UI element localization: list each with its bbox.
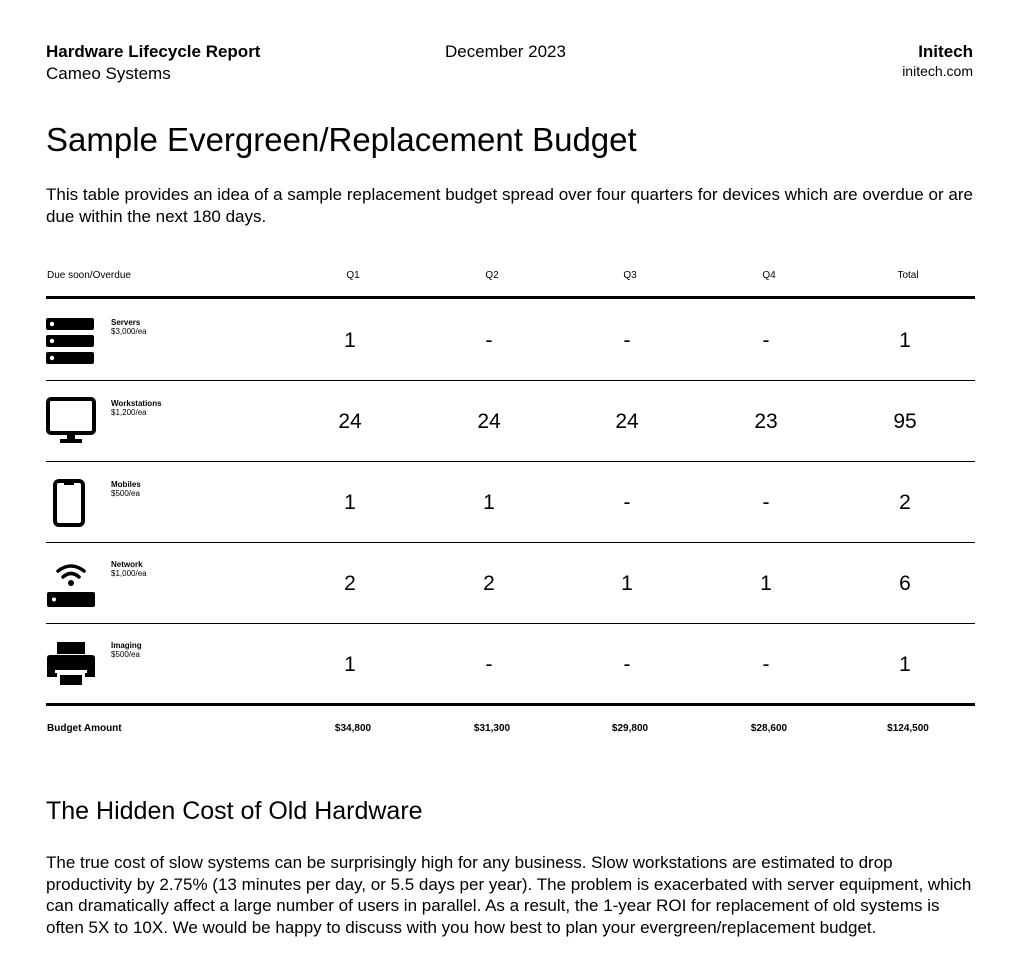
column-header-category: Due soon/Overdue bbox=[47, 270, 131, 281]
cell-q4: - bbox=[762, 491, 770, 514]
cell-q4: 23 bbox=[754, 410, 778, 433]
cell-q4: - bbox=[762, 653, 770, 676]
table-footer-rule bbox=[46, 703, 975, 706]
cell-q1: 24 bbox=[338, 410, 362, 433]
cell-q1: 1 bbox=[344, 653, 356, 676]
router-wifi-icon bbox=[46, 561, 96, 609]
device-price: $3,000/ea bbox=[111, 327, 147, 336]
cell-q4: 1 bbox=[760, 572, 772, 595]
cell-q4: - bbox=[762, 329, 770, 352]
printer-icon bbox=[46, 641, 96, 689]
company-website[interactable]: initech.com bbox=[902, 63, 973, 79]
cell-q3: - bbox=[623, 653, 631, 676]
row-label bbox=[111, 318, 147, 336]
device-price: $500/ea bbox=[111, 489, 140, 498]
cell-q1: 2 bbox=[344, 572, 356, 595]
table-row bbox=[0, 624, 1019, 704]
device-name: Imaging bbox=[111, 641, 142, 650]
company-name: Initech bbox=[918, 42, 973, 61]
cell-q3: - bbox=[623, 329, 631, 352]
client-name: Cameo Systems bbox=[46, 64, 171, 83]
table-row bbox=[0, 462, 1019, 542]
device-name: Mobiles bbox=[111, 480, 141, 489]
report-title: Hardware Lifecycle Report bbox=[46, 42, 261, 61]
cell-q2: 2 bbox=[483, 572, 495, 595]
report-date: December 2023 bbox=[445, 42, 566, 61]
cell-q1: 1 bbox=[344, 329, 356, 352]
monitor-icon bbox=[46, 397, 96, 445]
device-name: Network bbox=[111, 560, 143, 569]
section-intro: This table provides an idea of a sample replacement budget spread over four quarters for devices which are overdue or are due within the next 180 days. bbox=[46, 185, 973, 226]
table-row bbox=[0, 299, 1019, 380]
budget-total: $124,500 bbox=[887, 723, 929, 734]
column-header-q2: Q2 bbox=[485, 270, 499, 281]
cell-q1: 1 bbox=[344, 491, 356, 514]
row-label bbox=[111, 641, 142, 659]
cell-total: 1 bbox=[899, 329, 911, 352]
cell-total: 2 bbox=[899, 491, 911, 514]
section-body-hidden-cost: The true cost of slow systems can be surprisingly high for any business. Slow workstations are estimated to drop productivity by 2.75% (13 minutes per day, or 5.5 days per year). The problem is exacerbated with server equipment, which can dramatically affect a large number of users in parallel. As a result, the 1-year ROI for replacement of old systems is often 5X to 10X. We would be happy to discuss with you how best to plan your evergreen/replacement budget. bbox=[46, 853, 972, 937]
budget-q2: $31,300 bbox=[473, 723, 511, 734]
table-row bbox=[0, 543, 1019, 623]
table-row bbox=[0, 381, 1019, 461]
cell-total: 1 bbox=[899, 653, 911, 676]
mobile-phone-icon bbox=[53, 479, 85, 527]
column-header-q4: Q4 bbox=[762, 270, 776, 281]
cell-q3: 24 bbox=[615, 410, 639, 433]
row-label bbox=[111, 560, 147, 578]
device-name: Servers bbox=[111, 318, 141, 327]
device-price: $500/ea bbox=[111, 650, 140, 659]
device-price: $1,000/ea bbox=[111, 569, 147, 578]
row-label bbox=[111, 399, 162, 417]
column-header-q3: Q3 bbox=[623, 270, 637, 281]
section-title-budget: Sample Evergreen/Replacement Budget bbox=[46, 121, 637, 158]
cell-q2: 24 bbox=[477, 410, 501, 433]
cell-q3: - bbox=[623, 491, 631, 514]
budget-q1: $34,800 bbox=[334, 723, 372, 734]
device-price: $1,200/ea bbox=[111, 408, 147, 417]
section-title-hidden-cost: The Hidden Cost of Old Hardware bbox=[46, 797, 423, 825]
cell-q2: 1 bbox=[483, 491, 495, 514]
device-name: Workstations bbox=[111, 399, 162, 408]
column-header-q1: Q1 bbox=[346, 270, 360, 281]
cell-total: 95 bbox=[893, 410, 917, 433]
cell-q3: 1 bbox=[621, 572, 633, 595]
budget-amount-label: Budget Amount bbox=[47, 723, 122, 734]
budget-q4: $28,600 bbox=[750, 723, 788, 734]
cell-q2: - bbox=[485, 329, 493, 352]
budget-q3: $29,800 bbox=[611, 723, 649, 734]
column-header-total: Total bbox=[897, 270, 919, 281]
cell-q2: - bbox=[485, 653, 493, 676]
server-icon bbox=[46, 317, 94, 365]
row-label bbox=[111, 480, 141, 498]
cell-total: 6 bbox=[899, 572, 911, 595]
